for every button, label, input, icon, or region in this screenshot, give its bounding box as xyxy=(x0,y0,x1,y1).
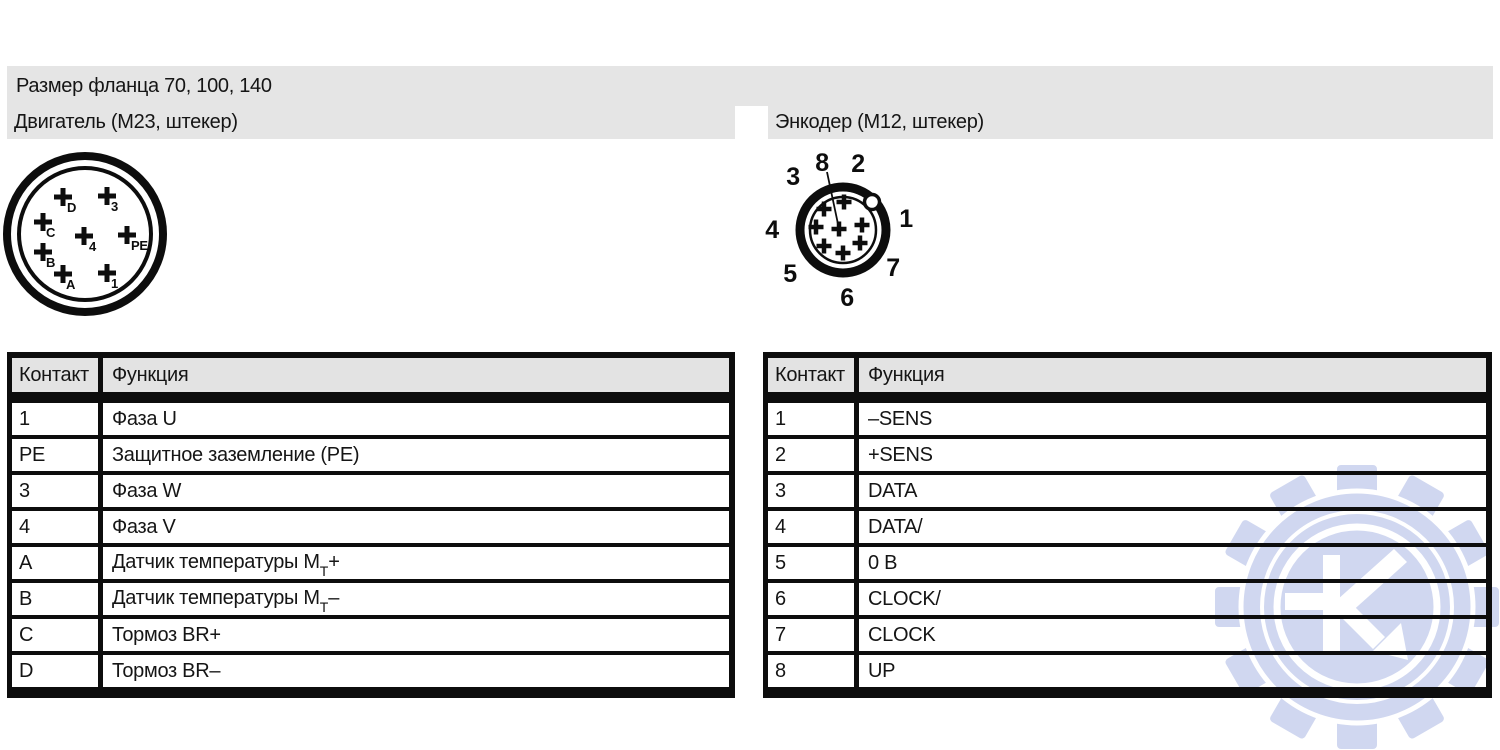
pin-label-pe: PE xyxy=(131,238,148,253)
encoder-pinout-table xyxy=(763,352,1492,698)
pin-function-cell: 0 В xyxy=(857,545,1490,581)
pin-contact-cell: PE xyxy=(10,437,101,473)
table-row xyxy=(10,473,733,509)
m12-keyway-notch xyxy=(865,195,880,210)
pin-label-a: A xyxy=(66,277,76,292)
pin-function-cell: CLOCK xyxy=(857,617,1490,653)
pin-function-cell: DATA/ xyxy=(857,509,1490,545)
pin-label-c: C xyxy=(46,225,56,240)
column-header-contact: Контакт xyxy=(766,355,857,398)
pin-contact-cell: 1 xyxy=(766,398,857,438)
pin-contact-cell: 8 xyxy=(766,653,857,693)
position-label-5: 5 xyxy=(783,260,797,288)
table-row xyxy=(10,581,733,617)
pin-contact-cell: 5 xyxy=(766,545,857,581)
pin-contact-cell: 1 xyxy=(10,398,101,438)
table-row xyxy=(10,398,733,438)
pin-contact-cell: 3 xyxy=(766,473,857,509)
table-row xyxy=(766,509,1490,545)
pin-contact-cell: 3 xyxy=(10,473,101,509)
pin-contact-cell: 4 xyxy=(10,509,101,545)
pin-function-cell: UP xyxy=(857,653,1490,693)
table-row xyxy=(10,545,733,581)
pin-function-cell: Защитное заземление (PE) xyxy=(101,437,733,473)
position-label-2: 2 xyxy=(851,150,865,178)
pin-function-cell: Датчик температуры $M_T+$ xyxy=(101,545,733,581)
table-row xyxy=(766,617,1490,653)
table-row xyxy=(766,473,1490,509)
pin-contact-cell: 4 xyxy=(766,509,857,545)
position-label-8: 8 xyxy=(815,149,829,177)
table-header-row xyxy=(10,355,733,398)
pin-contact-cell: 7 xyxy=(766,617,857,653)
table-row xyxy=(766,437,1490,473)
pin-label-b: B xyxy=(46,255,56,270)
encoder-section-header xyxy=(768,106,1493,139)
pin-label-3: 3 xyxy=(111,199,118,214)
table-header-row xyxy=(766,355,1490,398)
table-row xyxy=(10,509,733,545)
column-header-contact: Контакт xyxy=(10,355,101,398)
table-row xyxy=(766,398,1490,438)
table-row xyxy=(766,653,1490,693)
pin-function-cell: –SENS xyxy=(868,407,933,430)
pin-function-cell: Датчик температуры $M_T-$ xyxy=(101,581,733,617)
pin-contact-cell: A xyxy=(10,545,101,581)
m12-connector-diagram xyxy=(755,140,925,318)
pin-function-cell: Фаза U xyxy=(112,407,177,430)
pin-function-cell: Тормоз BR– xyxy=(101,653,733,693)
pin-contact-cell: 6 xyxy=(766,581,857,617)
motor-section-title: Двигатель (М23, штекер) xyxy=(14,111,238,133)
pin-contact-cell: 2 xyxy=(766,437,857,473)
pin-contact-cell: C xyxy=(10,617,101,653)
column-header-function: Функция xyxy=(857,355,1490,398)
table-row xyxy=(10,437,733,473)
motor-pinout-table xyxy=(7,352,735,698)
table-row xyxy=(766,581,1490,617)
pin-function-cell: Тормоз BR+ xyxy=(101,617,733,653)
position-label-6: 6 xyxy=(840,284,854,312)
table-row xyxy=(766,545,1490,581)
position-label-1: 1 xyxy=(899,205,913,233)
encoder-section-title: Энкодер (М12, штекер) xyxy=(775,111,984,133)
position-label-7: 7 xyxy=(886,254,900,282)
flange-size-band xyxy=(7,66,1493,106)
motor-section-header xyxy=(7,106,735,139)
pin-label-d: D xyxy=(67,200,77,215)
table-row xyxy=(10,617,733,653)
pin-function-cell: CLOCK/ xyxy=(857,581,1490,617)
pin-contact-cell: B xyxy=(10,581,101,617)
position-label-3: 3 xyxy=(786,163,800,191)
pin-label-1: 1 xyxy=(111,276,118,291)
flange-size-label: Размер фланца 70, 100, 140 xyxy=(16,75,272,97)
pin-function-cell: Фаза V xyxy=(101,509,733,545)
m23-connector-diagram xyxy=(0,145,185,327)
pin-function-cell: +SENS xyxy=(857,437,1490,473)
pin-function-cell: Фаза W xyxy=(101,473,733,509)
pin-contact-cell: D xyxy=(10,653,101,693)
pin-function-cell: DATA xyxy=(857,473,1490,509)
table-row xyxy=(10,653,733,693)
pin-label-4: 4 xyxy=(89,239,96,254)
position-label-4: 4 xyxy=(765,216,779,244)
column-header-function: Функция xyxy=(101,355,733,398)
